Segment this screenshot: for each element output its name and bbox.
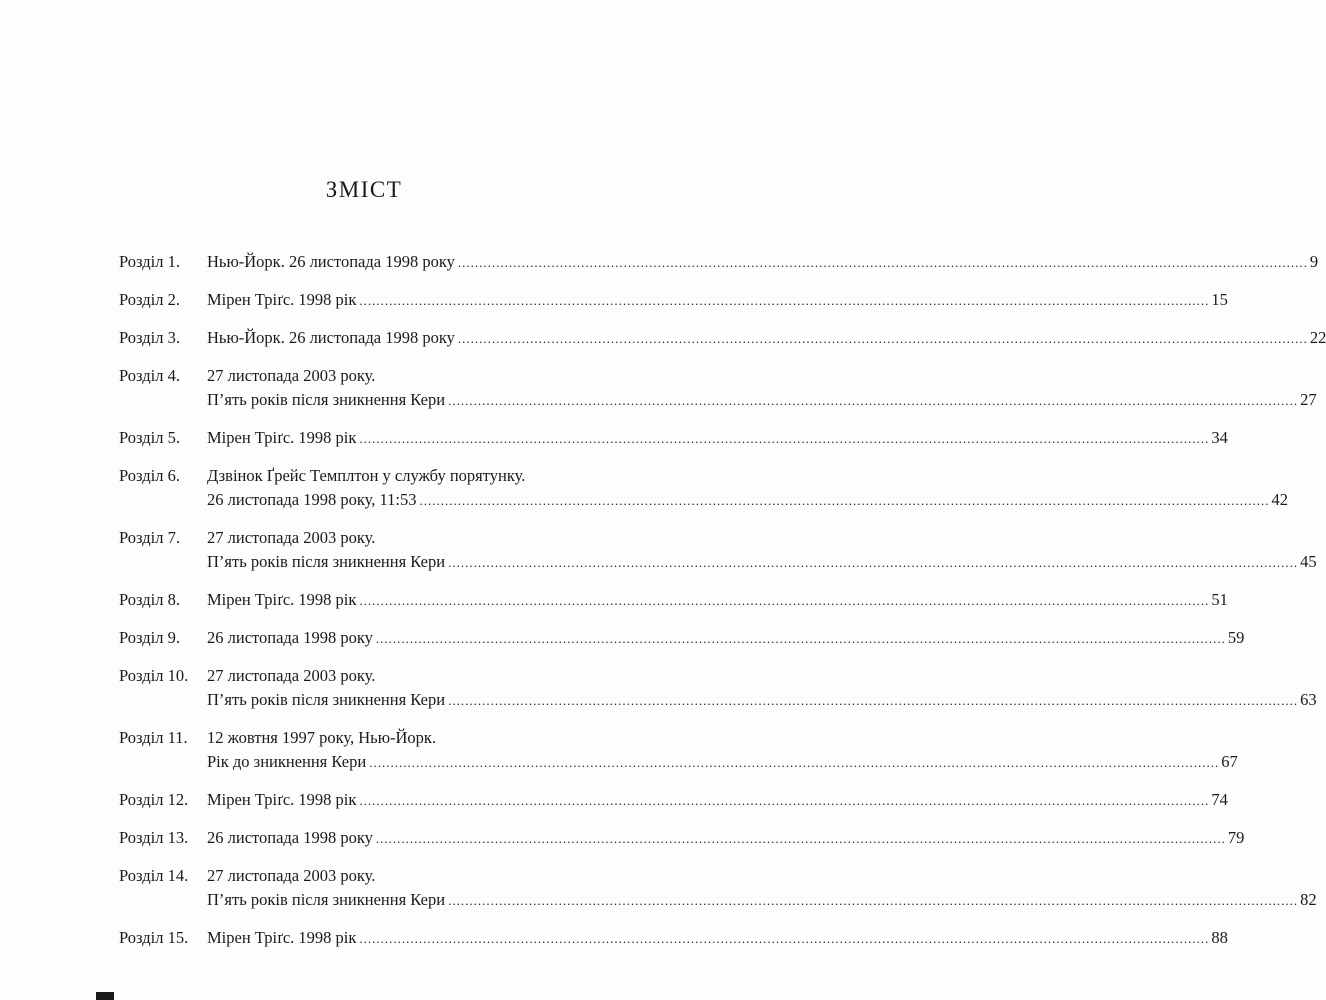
entry-title-first-line: 27 листопада 2003 року. [207, 528, 376, 547]
entry-body [207, 426, 1228, 451]
entry-final-line [207, 388, 1317, 413]
entry-title: 26 листопада 1998 року, 11:53 [207, 490, 417, 509]
entry-title-first-line: Дзвінок Ґрейс Темплтон у службу порятунку. [207, 466, 526, 485]
dot-leader: ........................................................................................................................................................................................................ [419, 493, 1270, 508]
entry-title: П’ять років після зникнення Кери [207, 890, 446, 909]
entry-final-line [207, 288, 1228, 313]
page-number: 59 [1227, 628, 1245, 647]
chapter-label: Розділ 10. [119, 666, 189, 685]
entry-body [207, 464, 1288, 513]
entry-body [207, 926, 1228, 951]
entry-title-first-line: 27 листопада 2003 року. [207, 866, 376, 885]
chapter-label: Розділ 14. [119, 866, 189, 885]
entry-final-line [207, 788, 1228, 813]
entry-body [207, 826, 1245, 851]
page-number: 22 [1309, 328, 1326, 347]
entry-final-line [207, 926, 1228, 951]
entry-final-line [207, 250, 1319, 275]
toc-entry [119, 526, 1317, 575]
toc-entry [119, 364, 1317, 413]
dot-leader: ........................................................................................................................................................................................................ [359, 931, 1210, 946]
entry-title: 26 листопада 1998 року [207, 828, 373, 847]
dot-leader: ........................................................................................................................................................................................................ [448, 393, 1299, 408]
page-number: 63 [1300, 690, 1317, 709]
chapter-label: Розділ 5. [119, 428, 180, 447]
entry-final-line [207, 550, 1317, 575]
entry-body [207, 726, 1238, 775]
entry-title: Мірен Тріґс. 1998 рік [207, 790, 357, 809]
toc-entry [119, 864, 1317, 913]
toc-entry [119, 588, 1228, 613]
page-number: 27 [1300, 390, 1317, 409]
entry-title: Рік до зникнення Кери [207, 752, 367, 771]
entry-title: Нью-Йорк. 26 листопада 1998 року [207, 328, 455, 347]
entry-final-line [207, 750, 1238, 775]
entry-title-first-line: 27 листопада 2003 року. [207, 666, 376, 685]
page-number: 34 [1211, 428, 1228, 447]
chapter-label: Розділ 1. [119, 252, 180, 271]
chapter-label: Розділ 3. [119, 328, 180, 347]
entry-title: П’ять років після зникнення Кери [207, 552, 446, 571]
page-edge-mark [96, 992, 114, 1000]
chapter-label: Розділ 12. [119, 790, 189, 809]
dot-leader: ........................................................................................................................................................................................................ [359, 793, 1210, 808]
toc-entry [119, 250, 1319, 275]
entry-title: Мірен Тріґс. 1998 рік [207, 290, 357, 309]
toc-entry [119, 726, 1238, 775]
entry-title-first-line: 27 листопада 2003 року. [207, 366, 376, 385]
toc-entry [119, 426, 1228, 451]
entry-body [207, 526, 1317, 575]
entry-body [207, 364, 1317, 413]
entry-final-line [207, 588, 1228, 613]
page-number: 45 [1300, 552, 1317, 571]
toc-entry [119, 788, 1228, 813]
chapter-label: Розділ 15. [119, 928, 189, 947]
entry-body [207, 588, 1228, 613]
entry-title: Мірен Тріґс. 1998 рік [207, 590, 357, 609]
toc-entry [119, 326, 1326, 351]
entry-body [207, 250, 1319, 275]
dot-leader: ........................................................................................................................................................................................................ [457, 331, 1308, 346]
entry-final-line [207, 626, 1245, 651]
entry-title: П’ять років після зникнення Кери [207, 690, 446, 709]
page-number: 51 [1211, 590, 1228, 609]
entry-final-line [207, 688, 1317, 713]
toc-entry [119, 464, 1288, 513]
entry-title: Нью-Йорк. 26 листопада 1998 року [207, 252, 455, 271]
page-number: 15 [1211, 290, 1228, 309]
dot-leader: ........................................................................................................................................................................................................ [448, 693, 1299, 708]
entry-final-line [207, 826, 1245, 851]
chapter-label: Розділ 13. [119, 828, 189, 847]
dot-leader: ........................................................................................................................................................................................................ [359, 593, 1210, 608]
dot-leader: ........................................................................................................................................................................................................ [448, 555, 1299, 570]
toc-entry [119, 826, 1245, 851]
chapter-label: Розділ 4. [119, 366, 180, 385]
toc-entry [119, 626, 1245, 651]
page-number: 42 [1271, 490, 1288, 509]
dot-leader: ........................................................................................................................................................................................................ [457, 255, 1308, 270]
table-of-contents [119, 250, 1326, 964]
entry-body [207, 288, 1228, 313]
page-number: 74 [1211, 790, 1228, 809]
entry-final-line [207, 326, 1326, 351]
page-number: 79 [1227, 828, 1245, 847]
toc-entry [119, 288, 1228, 313]
page-title: ЗМІСТ [325, 177, 403, 202]
entry-final-line [207, 888, 1317, 913]
dot-leader: ........................................................................................................................................................................................................ [375, 831, 1226, 846]
chapter-label: Розділ 2. [119, 290, 180, 309]
entry-title-first-line: 12 жовтня 1997 року, Нью-Йорк. [207, 728, 437, 747]
dot-leader: ........................................................................................................................................................................................................ [448, 893, 1299, 908]
toc-entry [119, 664, 1317, 713]
chapter-label: Розділ 7. [119, 528, 180, 547]
entry-title: 26 листопада 1998 року [207, 628, 373, 647]
entry-body [207, 864, 1317, 913]
chapter-label: Розділ 6. [119, 466, 180, 485]
entry-title: П’ять років після зникнення Кери [207, 390, 446, 409]
dot-leader: ........................................................................................................................................................................................................ [369, 755, 1220, 770]
dot-leader: ........................................................................................................................................................................................................ [375, 631, 1226, 646]
entry-body [207, 626, 1245, 651]
entry-title: Мірен Тріґс. 1998 рік [207, 428, 357, 447]
entry-body [207, 326, 1326, 351]
chapter-label: Розділ 8. [119, 590, 180, 609]
entry-body [207, 788, 1228, 813]
entry-title: Мірен Тріґс. 1998 рік [207, 928, 357, 947]
entry-final-line [207, 426, 1228, 451]
page-number: 9 [1309, 252, 1319, 271]
toc-entry [119, 926, 1228, 951]
dot-leader: ........................................................................................................................................................................................................ [359, 431, 1210, 446]
chapter-label: Розділ 9. [119, 628, 180, 647]
page-number: 67 [1221, 752, 1238, 771]
page-number: 82 [1300, 890, 1317, 909]
entry-body [207, 664, 1317, 713]
page-number: 88 [1211, 928, 1228, 947]
entry-final-line [207, 488, 1288, 513]
chapter-label: Розділ 11. [119, 728, 188, 747]
dot-leader: ........................................................................................................................................................................................................ [359, 293, 1210, 308]
